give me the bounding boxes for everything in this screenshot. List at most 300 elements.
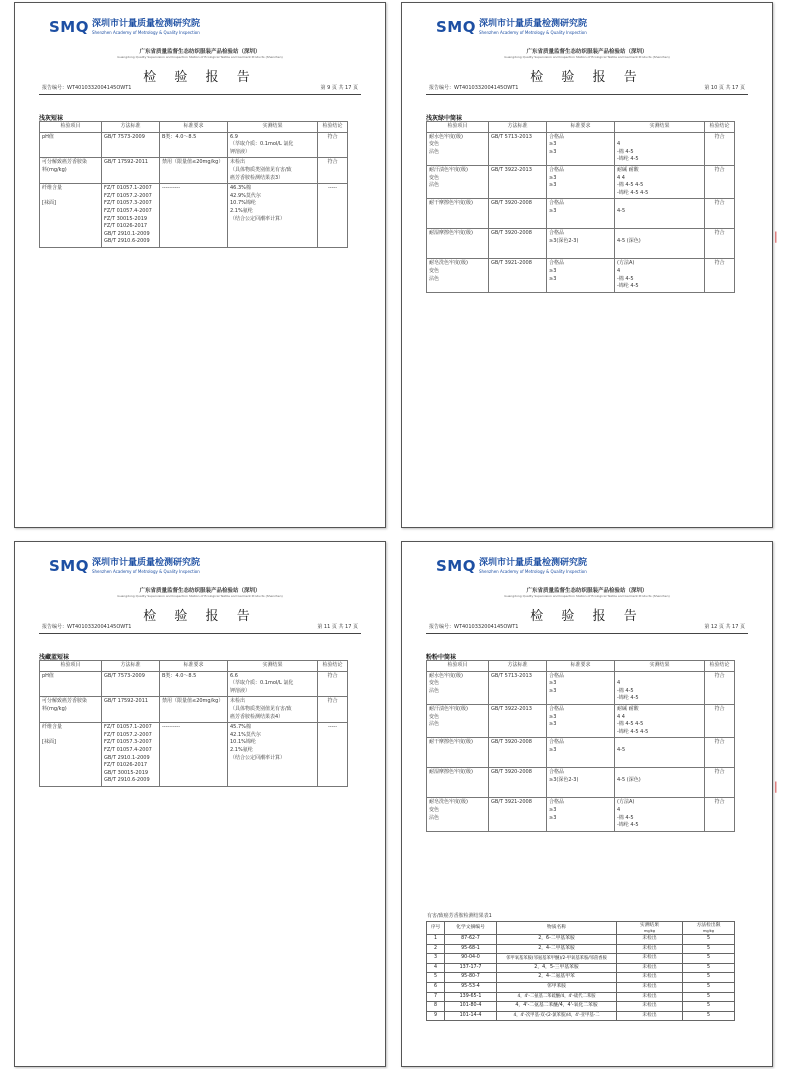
cell-verdict: 符合 <box>318 158 348 184</box>
institute-logo <box>436 558 587 574</box>
cell-line: 6.6 <box>230 672 238 679</box>
cell-line: 钾溶液） <box>230 687 251 694</box>
cell-requirement <box>547 671 615 704</box>
amine-cell: 87-62-7 <box>445 935 497 945</box>
amine-cell: 1 <box>427 935 445 945</box>
cell-item <box>40 697 102 723</box>
cell-line: 变色 <box>429 806 440 813</box>
institute-name <box>92 558 200 574</box>
cell-result <box>228 184 318 248</box>
cell-requirement <box>160 132 228 158</box>
table-row <box>427 259 735 292</box>
station-name-en: Guangdong Quality Supervision and Inspection Station of Ecological Textile and Garment Products (Shenzhen) <box>117 594 283 598</box>
amine-header-label: 化学文摘编号 <box>456 925 485 930</box>
table-header-row <box>40 661 348 672</box>
cell-line: -锦纶 4-5 <box>617 822 639 829</box>
cell-requirement <box>547 165 615 198</box>
amine-column-header <box>617 922 683 935</box>
cell-line: FZ/T 01057.4-2007 <box>104 746 152 753</box>
cell-line <box>617 769 702 777</box>
cell-result <box>228 158 318 184</box>
amine-cell: 95-80-7 <box>445 973 497 983</box>
cell-line: 合格品 <box>549 166 565 173</box>
smq-logo-icon: SMQ <box>49 18 89 36</box>
cell-result <box>615 199 705 229</box>
station-name-cn: 广东省质量监督生态纺织服装产品检验站（深圳） <box>139 49 261 55</box>
amine-cell: 未检出 <box>617 1002 683 1012</box>
cell-line: 4-5 <box>617 746 626 753</box>
cell-method <box>489 671 547 704</box>
institute-name <box>92 19 200 35</box>
cell-item <box>427 259 489 292</box>
cell-line: 料(mg/kg) <box>42 705 67 712</box>
amine-header-row <box>427 922 735 935</box>
cell-verdict: ----- <box>318 184 348 248</box>
cell-line: 10.1%锦纶 <box>230 739 256 746</box>
sample-name: 浅灰短袜 <box>39 115 64 122</box>
cell-requirement <box>160 158 228 184</box>
cell-requirement <box>547 704 615 737</box>
table-row <box>427 199 735 229</box>
cell-line: ≥3 <box>549 806 557 813</box>
amine-header-label: 方法检出限 <box>696 923 721 928</box>
cell-result <box>228 723 318 787</box>
cell-requirement <box>160 697 228 723</box>
cell-method <box>489 798 547 831</box>
cell-result <box>228 671 318 697</box>
inspection-table <box>39 660 348 787</box>
report-page-11 <box>14 541 386 1067</box>
amine-cell: 95-53-4 <box>445 982 497 992</box>
cell-line: GB/T 7573-2009 <box>104 133 145 140</box>
cell-result <box>615 165 705 198</box>
column-header-requirement: 标准要求 <box>547 122 615 133</box>
cell-line: GB/T 7573-2009 <box>104 672 145 679</box>
cell-line: GB/T 5713-2013 <box>491 672 532 679</box>
amine-table-title: 有害/致癌芳香胺检测结果表1 <box>427 913 492 919</box>
table-row <box>40 697 348 723</box>
cell-line: ≥3 <box>549 275 557 282</box>
cell-line: -锦纶 4-5 4-5 <box>617 189 649 196</box>
cell-requirement <box>547 798 615 831</box>
amine-cell: 4，4'-二氨基二苯硫醚/4，4'-硫代二苯胺 <box>497 992 617 1002</box>
station-name-en: Guangdong Quality Supervision and Inspection Station of Ecological Textile and Garment Products (Shenzhen) <box>504 594 670 598</box>
institute-name-en: Shenzhen Academy of Metrology & Quality Inspection <box>478 30 587 35</box>
cell-line <box>617 200 702 208</box>
institute-name-en: Shenzhen Academy of Metrology & Quality Inspection <box>91 569 200 574</box>
cell-requirement <box>160 184 228 248</box>
cell-verdict: 符合 <box>705 199 735 229</box>
cell-line: -棉 4-5 <box>617 687 634 694</box>
amine-cell: 90-04-0 <box>445 954 497 964</box>
column-header-item: 检验项目 <box>427 661 489 672</box>
cell-line: GB/T 3922-2013 <box>491 166 532 173</box>
cell-line: 癌芳香胺检测结果表4） <box>230 713 284 720</box>
cell-line: GB/T 3920-2008 <box>491 739 532 746</box>
amine-result-table <box>426 921 735 1021</box>
institute-name-en: Shenzhen Academy of Metrology & Quality Inspection <box>478 569 587 574</box>
report-page-10 <box>401 2 773 528</box>
cell-line: （萃取介质：0.1mol/L 氯化 <box>230 141 294 148</box>
cell-requirement <box>547 199 615 229</box>
amine-row <box>427 1002 735 1012</box>
cell-line <box>617 739 702 747</box>
cell-line: [袜面] <box>42 739 56 746</box>
side-stamp-mark: | <box>774 230 778 243</box>
cell-verdict: 符合 <box>705 768 735 798</box>
cell-line <box>617 230 702 238</box>
cell-line: 6.9 <box>230 133 238 140</box>
cell-method <box>102 132 160 158</box>
amine-cell: 5 <box>683 935 735 945</box>
amine-header-label: 物质名称 <box>546 925 567 930</box>
amine-cell: 2，6-二甲基苯胺 <box>497 935 617 945</box>
cell-line: 耐湿摩擦色牢度(级) <box>429 769 473 776</box>
cell-line: 合格品 <box>549 200 565 207</box>
table-row <box>40 184 348 248</box>
table-row <box>40 132 348 158</box>
cell-method <box>489 738 547 768</box>
amine-cell: 5 <box>683 1011 735 1021</box>
cell-method <box>489 199 547 229</box>
cell-item <box>427 738 489 768</box>
cell-line <box>617 673 702 681</box>
amine-cell: 未检出 <box>617 963 683 973</box>
cell-line: GB/T 2910.1-2009 <box>104 230 150 237</box>
smq-logo-icon: SMQ <box>436 18 476 36</box>
table-row <box>427 229 735 259</box>
smq-logo-icon: SMQ <box>436 557 476 575</box>
cell-line: [袜面] <box>42 200 56 207</box>
report-title: 检 验 报 告 <box>143 609 257 624</box>
cell-line: GB/T 30015-2019 <box>104 769 149 776</box>
cell-line: 变色 <box>429 713 440 720</box>
institute-name <box>479 19 587 35</box>
cell-verdict: 符合 <box>318 697 348 723</box>
cell-line: 合格品 <box>549 672 565 679</box>
cell-line: ≥3(深色2-3) <box>549 237 579 244</box>
cell-item <box>40 158 102 184</box>
amine-cell: 未检出 <box>617 944 683 954</box>
cell-line: 4-5 (深色) <box>617 237 641 244</box>
cell-line: 变色 <box>429 141 440 148</box>
amine-cell: 6 <box>427 982 445 992</box>
cell-line: ≥3 <box>549 746 557 753</box>
amine-cell: 4 <box>427 963 445 973</box>
report-number: 报告编号：WT4010332004145OWT1 <box>42 624 132 630</box>
cell-line: （具体物质类别值见有害/致 <box>230 705 292 712</box>
amine-cell: 4，4'-二氨基二苯醚/4，4'-氧化二苯胺 <box>497 1002 617 1012</box>
amine-cell: 5 <box>683 982 735 992</box>
amine-cell: 未检出 <box>617 992 683 1002</box>
table-row <box>40 158 348 184</box>
amine-cell: 9 <box>427 1011 445 1021</box>
cell-line: 10.7%锦纶 <box>230 200 256 207</box>
report-header <box>15 542 385 637</box>
cell-line: 4 <box>617 141 621 148</box>
cell-line: 合格品 <box>549 799 565 806</box>
cell-line: 耐汗渍色牢度(级) <box>429 166 468 173</box>
cell-line: -棉 4-5 <box>617 814 634 821</box>
cell-result <box>615 671 705 704</box>
cell-line: B类：4.0～8.5 <box>162 133 197 140</box>
cell-result <box>615 738 705 768</box>
cell-line: 4-5 <box>617 207 626 214</box>
cell-line: ≥3 <box>549 267 557 274</box>
cell-line: ≥3 <box>549 141 557 148</box>
cell-result <box>615 798 705 831</box>
amine-cell: 5 <box>683 944 735 954</box>
cell-line: ≥3 <box>549 721 557 728</box>
column-header-method: 方法标准 <box>102 122 160 133</box>
cell-line: GB/T 3921-2008 <box>491 799 532 806</box>
cell-item <box>427 229 489 259</box>
page-number: 第 9 页 共 17 页 <box>320 85 358 91</box>
cell-line: GB/T 5713-2013 <box>491 133 532 140</box>
cell-line: ≥3 <box>549 814 557 821</box>
side-stamp-mark: | <box>774 780 778 793</box>
cell-line: FZ/T 01057.2-2007 <box>104 731 152 738</box>
cell-line: （结合公定回潮率计算） <box>230 215 286 222</box>
sample-name: 浅藏蓝短袜 <box>39 654 70 661</box>
cell-line: GB/T 2910.1-2009 <box>104 754 150 761</box>
cell-requirement <box>160 723 228 787</box>
cell-line: 4 4 <box>617 174 625 181</box>
cell-line: 耐碱 耐酸 <box>617 166 639 173</box>
cell-result <box>615 229 705 259</box>
amine-cell: 未检出 <box>617 954 683 964</box>
cell-line: （具体物质类别值见有害/致 <box>230 166 292 173</box>
cell-line: 变色 <box>429 267 440 274</box>
cell-line: ≥3 <box>549 713 557 720</box>
report-meta <box>429 84 745 91</box>
cell-line: 4 <box>617 806 621 813</box>
institute-name-cn: 深圳市计量质量检测研究院 <box>478 558 587 568</box>
cell-item <box>40 132 102 158</box>
cell-line: 耐水色牢度(级) <box>429 672 463 679</box>
cell-line: 2.1%氨纶 <box>230 746 253 753</box>
cell-line: ≥3 <box>549 680 557 687</box>
station-name-cn: 广东省质量监督生态纺织服装产品检验站（深圳） <box>526 49 648 55</box>
column-header-method: 方法标准 <box>102 661 160 672</box>
cell-line: FZ/T 30015-2019 <box>104 215 148 222</box>
amine-cell: 未检出 <box>617 935 683 945</box>
cell-line: 4 <box>617 680 621 687</box>
cell-line: 耐湿摩擦色牢度(级) <box>429 230 473 237</box>
column-header-verdict: 检验结论 <box>705 661 735 672</box>
report-title: 检 验 报 告 <box>530 609 644 624</box>
cell-line: 2.1%氨纶 <box>230 207 253 214</box>
cell-line: ---------- <box>162 724 181 731</box>
cell-line: FZ/T 01057.1-2007 <box>104 185 152 192</box>
amine-row <box>427 973 735 983</box>
cell-line: 耐干摩擦色牢度(级) <box>429 739 473 746</box>
sample-name: 粉粉中筒袜 <box>426 654 457 661</box>
cell-line: ≥3(深色2-3) <box>549 776 579 783</box>
column-header-requirement: 标准要求 <box>547 661 615 672</box>
report-number: 报告编号：WT4010332004145OWT1 <box>429 624 519 630</box>
column-header-method: 方法标准 <box>489 122 547 133</box>
cell-item <box>427 165 489 198</box>
table-row <box>427 704 735 737</box>
cell-line: 沾色 <box>429 148 440 155</box>
cell-line: 料(mg/kg) <box>42 166 67 173</box>
cell-line: ≥3 <box>549 687 557 694</box>
cell-line: 纤维含量 <box>42 185 63 192</box>
report-number: 报告编号：WT4010332004145OWT1 <box>429 85 519 91</box>
cell-item <box>40 671 102 697</box>
cell-line: 46.3%棉 <box>230 185 251 192</box>
cell-line: 耐皂洗色牢度(级) <box>429 799 468 806</box>
cell-line: 沾色 <box>429 182 440 189</box>
cell-line: -锦纶 4-5 <box>617 695 639 702</box>
cell-line: 合格品 <box>549 230 565 237</box>
cell-line: 42.1%莫代尔 <box>230 731 261 738</box>
table-row <box>427 132 735 165</box>
amine-cell: 5 <box>683 963 735 973</box>
amine-cell: 未检出 <box>617 982 683 992</box>
institute-name-cn: 深圳市计量质量检测研究院 <box>91 558 200 568</box>
cell-line: 未检出 <box>230 698 246 705</box>
cell-line: (方法A) <box>617 799 635 806</box>
cell-method <box>489 165 547 198</box>
amine-header-label: 实测结果 <box>639 923 660 928</box>
amine-cell: 101-80-4 <box>445 1002 497 1012</box>
amine-cell: 5 <box>683 973 735 983</box>
column-header-item: 检验项目 <box>40 122 102 133</box>
sample-name: 浅灰绿中筒袜 <box>426 115 463 122</box>
table-row <box>427 165 735 198</box>
report-number: 报告编号：WT4010332004145OWT1 <box>42 85 132 91</box>
column-header-item: 检验项目 <box>40 661 102 672</box>
cell-item <box>427 768 489 798</box>
amine-cell: 未检出 <box>617 1011 683 1021</box>
cell-line: FZ/T 01057.1-2007 <box>104 724 152 731</box>
cell-line: B类：4.0～8.5 <box>162 672 197 679</box>
page-number: 第 10 页 共 17 页 <box>704 85 745 91</box>
cell-line: -锦纶 4-5 4-5 <box>617 728 649 735</box>
cell-line: GB/T 3921-2008 <box>491 260 532 267</box>
cell-line: FZ/T 01057.3-2007 <box>104 739 152 746</box>
inspection-table <box>426 660 735 832</box>
cell-line: 合格品 <box>549 739 565 746</box>
cell-line: 沾色 <box>429 275 440 282</box>
cell-line: ≥3 <box>549 207 557 214</box>
institute-name-cn: 深圳市计量质量检测研究院 <box>478 19 587 29</box>
header-divider <box>426 633 748 634</box>
cell-line: 可分解致癌芳香胺染 <box>42 159 88 166</box>
cell-line: （结合公定回潮率计算） <box>230 754 286 761</box>
inspection-table <box>39 121 348 248</box>
cell-item <box>427 798 489 831</box>
cell-verdict: 符合 <box>318 132 348 158</box>
amine-cell: 8 <box>427 1002 445 1012</box>
cell-line: (方法A) <box>617 260 635 267</box>
cell-line: GB/T 2910.6-2009 <box>104 238 150 245</box>
cell-verdict: 符合 <box>705 259 735 292</box>
cell-line: 沾色 <box>429 814 440 821</box>
cell-line <box>617 134 702 142</box>
report-meta <box>42 84 358 91</box>
station-name-en: Guangdong Quality Supervision and Inspection Station of Ecological Textile and Garment Products (Shenzhen) <box>504 55 670 59</box>
table-row <box>427 798 735 831</box>
institute-logo <box>49 558 200 574</box>
table-header-row <box>40 122 348 133</box>
report-header <box>402 3 772 98</box>
column-header-result: 实测结果 <box>615 122 705 133</box>
cell-line: -棉 4-5 <box>617 275 634 282</box>
cell-line: pH值 <box>42 133 54 140</box>
cell-method <box>489 259 547 292</box>
amine-row <box>427 963 735 973</box>
table-row <box>427 738 735 768</box>
cell-line: 未检出 <box>230 159 246 166</box>
cell-line: FZ/T 01057.3-2007 <box>104 200 152 207</box>
amine-cell: 2，4-二氨基甲苯 <box>497 973 617 983</box>
cell-line: FZ/T 01026-2017 <box>104 223 148 230</box>
cell-line: -棉 4-5 <box>617 148 634 155</box>
cell-method <box>102 158 160 184</box>
cell-method <box>102 723 160 787</box>
amine-column-header <box>427 922 445 935</box>
cell-requirement <box>547 259 615 292</box>
amine-cell: 139-65-1 <box>445 992 497 1002</box>
cell-line: ≥3 <box>549 182 557 189</box>
amine-column-header <box>683 922 735 935</box>
cell-line: ≥3 <box>549 148 557 155</box>
amine-cell: 5 <box>683 954 735 964</box>
table-row <box>40 671 348 697</box>
column-header-requirement: 标准要求 <box>160 122 228 133</box>
amine-cell: 5 <box>427 973 445 983</box>
cell-line: ---------- <box>162 185 181 192</box>
institute-logo <box>49 19 200 35</box>
cell-line: 合格品 <box>549 769 565 776</box>
cell-line: 4 4 <box>617 713 625 720</box>
cell-verdict: 符合 <box>705 798 735 831</box>
amine-cell: 7 <box>427 992 445 1002</box>
cell-line: -棉 4-5 4-5 <box>617 182 644 189</box>
cell-verdict: 符合 <box>705 229 735 259</box>
report-page-12 <box>401 541 773 1067</box>
cell-item <box>427 199 489 229</box>
cell-item <box>40 723 102 787</box>
amine-header-unit: mg/kg <box>702 929 715 933</box>
cell-line: 纤维含量 <box>42 724 63 731</box>
cell-verdict: 符合 <box>318 671 348 697</box>
cell-line: （萃取介质：0.1mol/L 氯化 <box>230 680 294 687</box>
cell-line: GB/T 17592-2011 <box>104 698 149 705</box>
cell-line: 4-5 (深色) <box>617 776 641 783</box>
cell-verdict: ----- <box>318 723 348 787</box>
amine-cell: 5 <box>683 1002 735 1012</box>
cell-requirement <box>547 132 615 165</box>
institute-name-en: Shenzhen Academy of Metrology & Quality Inspection <box>91 30 200 35</box>
cell-method <box>489 704 547 737</box>
column-header-requirement: 标准要求 <box>160 661 228 672</box>
cell-line: GB/T 3920-2008 <box>491 230 532 237</box>
cell-line: 变色 <box>429 174 440 181</box>
cell-line: 癌芳香胺检测结果表3） <box>230 174 284 181</box>
amine-cell: 137-17-7 <box>445 963 497 973</box>
cell-line: 4 <box>617 267 621 274</box>
cell-method <box>489 132 547 165</box>
cell-requirement <box>160 671 228 697</box>
cell-line: FZ/T 01057.4-2007 <box>104 207 152 214</box>
cell-result <box>228 132 318 158</box>
amine-row <box>427 935 735 945</box>
amine-row <box>427 992 735 1002</box>
